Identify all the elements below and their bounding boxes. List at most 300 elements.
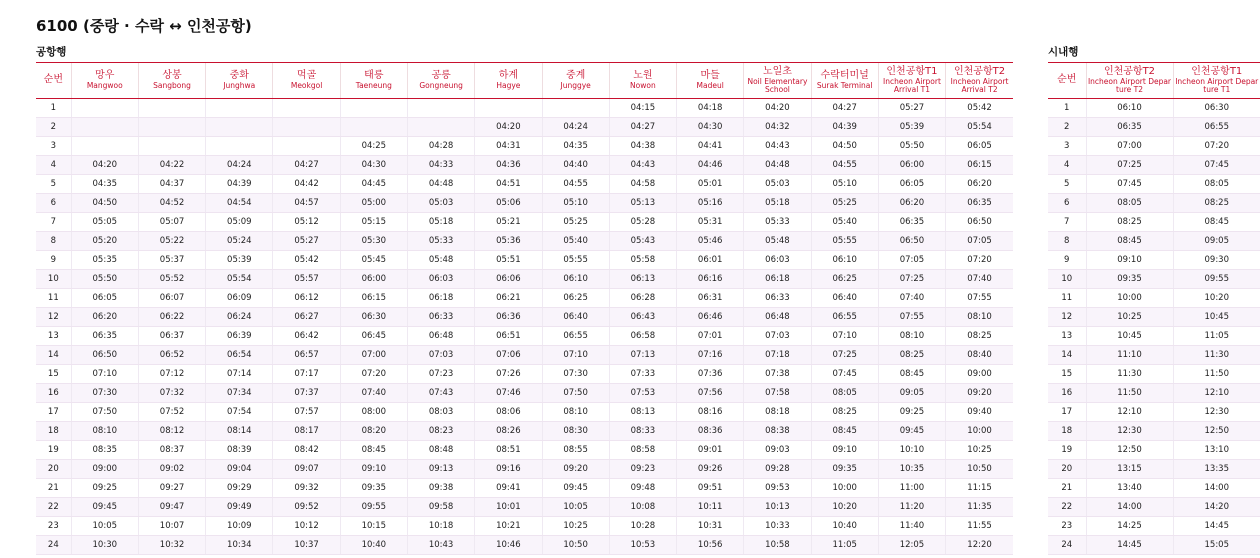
time-cell: 07:05: [946, 232, 1013, 251]
row-seq-cell: 11: [1048, 289, 1086, 308]
time-cell: 07:20: [340, 365, 407, 384]
time-cell: 10:08: [609, 498, 676, 517]
time-cell: 05:54: [206, 270, 273, 289]
time-cell: 06:18: [744, 270, 811, 289]
time-cell: 05:24: [206, 232, 273, 251]
time-cell: 05:10: [811, 175, 878, 194]
time-cell: 09:20: [542, 460, 609, 479]
time-cell: 05:27: [878, 99, 945, 118]
time-cell: 06:55: [542, 327, 609, 346]
row-seq-cell: 7: [36, 213, 71, 232]
time-cell: 08:03: [407, 403, 474, 422]
time-cell: 04:27: [811, 99, 878, 118]
time-cell: 05:25: [542, 213, 609, 232]
time-cell: 09:55: [1173, 270, 1260, 289]
time-cell: 07:06: [475, 346, 542, 365]
time-cell: 04:27: [273, 156, 340, 175]
time-cell: 05:39: [206, 251, 273, 270]
time-cell: 11:30: [1173, 346, 1260, 365]
time-cell: 07:36: [677, 365, 744, 384]
time-cell: 10:00: [811, 479, 878, 498]
time-cell: 07:38: [744, 365, 811, 384]
row-seq-cell: 4: [36, 156, 71, 175]
time-cell: 08:10: [878, 327, 945, 346]
time-cell: 10:01: [475, 498, 542, 517]
column-header-stop: [71, 63, 138, 99]
time-cell: 05:25: [811, 194, 878, 213]
time-cell: 06:00: [878, 156, 945, 175]
time-cell: 05:37: [138, 251, 205, 270]
stop-name-en: Mangwoo: [86, 80, 123, 90]
time-cell: 05:18: [744, 194, 811, 213]
time-cell: 04:31: [475, 137, 542, 156]
row-seq-cell: 22: [36, 498, 71, 517]
row-seq-cell: 11: [36, 289, 71, 308]
time-cell: 08:36: [677, 422, 744, 441]
row-seq-cell: 3: [1048, 137, 1086, 156]
time-cell: 13:35: [1173, 460, 1260, 479]
stop-name-ko: 마들: [700, 70, 720, 82]
table-row: [36, 536, 1013, 555]
time-cell: 06:43: [609, 308, 676, 327]
table-row: [36, 251, 1013, 270]
time-cell: 05:28: [609, 213, 676, 232]
time-cell: 06:50: [946, 213, 1013, 232]
time-cell: 10:50: [542, 536, 609, 555]
time-cell: 07:50: [542, 384, 609, 403]
column-header-stop: [677, 63, 744, 99]
time-cell: 06:06: [475, 270, 542, 289]
row-seq-cell: 15: [1048, 365, 1086, 384]
row-seq-cell: 10: [36, 270, 71, 289]
row-seq-cell: 9: [1048, 251, 1086, 270]
time-cell: 05:55: [542, 251, 609, 270]
time-cell: 06:07: [138, 289, 205, 308]
table-row: [1048, 213, 1260, 232]
time-cell: 05:58: [609, 251, 676, 270]
time-cell: 13:10: [1173, 441, 1260, 460]
column-header-stop: [407, 63, 474, 99]
time-cell: 06:46: [677, 308, 744, 327]
time-cell: 07:25: [878, 270, 945, 289]
time-cell: 09:25: [878, 403, 945, 422]
table-row: [36, 403, 1013, 422]
stop-name-en: Noil Elementary School: [747, 76, 808, 94]
time-cell: 07:45: [1086, 175, 1173, 194]
time-cell: 08:40: [946, 346, 1013, 365]
time-cell: [340, 99, 407, 118]
time-cell: 06:24: [206, 308, 273, 327]
time-cell: 04:41: [677, 137, 744, 156]
row-seq-cell: 14: [36, 346, 71, 365]
time-cell: 05:31: [677, 213, 744, 232]
time-cell: 07:03: [744, 327, 811, 346]
time-cell: 04:38: [609, 137, 676, 156]
column-header-stop: [206, 63, 273, 99]
time-cell: 04:24: [542, 118, 609, 137]
time-cell: 12:50: [1173, 422, 1260, 441]
time-cell: 09:27: [138, 479, 205, 498]
time-cell: 11:55: [946, 517, 1013, 536]
time-cell: 11:05: [811, 536, 878, 555]
time-cell: 06:03: [407, 270, 474, 289]
time-cell: 14:45: [1173, 517, 1260, 536]
time-cell: 08:06: [475, 403, 542, 422]
time-cell: 05:01: [677, 175, 744, 194]
row-seq-cell: 17: [1048, 403, 1086, 422]
time-cell: 10:21: [475, 517, 542, 536]
row-seq-cell: 22: [1048, 498, 1086, 517]
column-header-stop: [273, 63, 340, 99]
time-cell: 07:00: [340, 346, 407, 365]
table-row: [36, 289, 1013, 308]
time-cell: 10:40: [340, 536, 407, 555]
time-cell: 07:55: [878, 308, 945, 327]
time-cell: 05:52: [138, 270, 205, 289]
time-cell: [71, 99, 138, 118]
stop-name-ko: 중계: [565, 70, 586, 82]
time-cell: 09:45: [71, 498, 138, 517]
time-cell: 06:51: [475, 327, 542, 346]
time-cell: 06:05: [946, 137, 1013, 156]
time-cell: 08:26: [475, 422, 542, 441]
table-row: [36, 270, 1013, 289]
time-cell: 10:07: [138, 517, 205, 536]
time-cell: 06:05: [878, 175, 945, 194]
time-cell: 04:30: [677, 118, 744, 137]
time-cell: 05:20: [71, 232, 138, 251]
time-cell: 07:14: [206, 365, 273, 384]
time-cell: 06:50: [71, 346, 138, 365]
time-cell: 07:45: [1173, 156, 1260, 175]
stop-name-en: Incheon Airport Arrival T1: [883, 76, 941, 94]
time-cell: 06:55: [1173, 118, 1260, 137]
time-cell: 06:35: [878, 213, 945, 232]
time-cell: 14:00: [1086, 498, 1173, 517]
time-cell: 06:15: [340, 289, 407, 308]
time-cell: 05:10: [542, 194, 609, 213]
time-cell: 09:55: [340, 498, 407, 517]
time-cell: 10:12: [273, 517, 340, 536]
city-bound-timetable: [1048, 62, 1260, 555]
time-cell: 07:32: [138, 384, 205, 403]
row-seq-cell: 3: [36, 137, 71, 156]
column-header-stop: [340, 63, 407, 99]
time-cell: 05:00: [340, 194, 407, 213]
time-cell: 10:20: [811, 498, 878, 517]
row-seq-cell: 18: [1048, 422, 1086, 441]
time-cell: 05:40: [811, 213, 878, 232]
time-cell: 10:50: [946, 460, 1013, 479]
time-cell: 09:20: [946, 384, 1013, 403]
row-seq-cell: 17: [36, 403, 71, 422]
time-cell: 10:13: [744, 498, 811, 517]
row-seq-cell: 4: [1048, 156, 1086, 175]
time-cell: 10:33: [744, 517, 811, 536]
column-header-stop: [1086, 63, 1173, 99]
stop-name-en: Junggye: [560, 80, 591, 90]
stop-name-en: Meokgol: [290, 80, 323, 90]
time-cell: 08:55: [542, 441, 609, 460]
time-cell: 05:27: [273, 232, 340, 251]
time-cell: 09:29: [206, 479, 273, 498]
time-cell: 12:30: [1086, 422, 1173, 441]
time-cell: 05:06: [475, 194, 542, 213]
table-row: [36, 479, 1013, 498]
row-seq-cell: 18: [36, 422, 71, 441]
table-row: [1048, 289, 1260, 308]
time-cell: 07:58: [744, 384, 811, 403]
time-cell: 15:05: [1173, 536, 1260, 555]
column-header-stop: [1173, 63, 1260, 99]
time-cell: 05:22: [138, 232, 205, 251]
table-row: [36, 384, 1013, 403]
time-cell: 06:20: [946, 175, 1013, 194]
table-row: [36, 441, 1013, 460]
time-cell: 08:13: [609, 403, 676, 422]
time-cell: 06:35: [1086, 118, 1173, 137]
time-cell: 12:05: [878, 536, 945, 555]
row-seq-cell: 20: [1048, 460, 1086, 479]
time-cell: 09:07: [273, 460, 340, 479]
time-cell: 04:37: [138, 175, 205, 194]
time-cell: 08:45: [811, 422, 878, 441]
time-cell: 04:39: [206, 175, 273, 194]
table-row: [1048, 422, 1260, 441]
time-cell: 04:28: [407, 137, 474, 156]
time-cell: 07:52: [138, 403, 205, 422]
time-cell: 07:12: [138, 365, 205, 384]
table-row: [1048, 441, 1260, 460]
row-seq-cell: 19: [36, 441, 71, 460]
time-cell: 11:35: [946, 498, 1013, 517]
table-row: [36, 346, 1013, 365]
column-header-stop: [946, 63, 1013, 99]
time-cell: 05:15: [340, 213, 407, 232]
table-row: [1048, 479, 1260, 498]
time-cell: 08:23: [407, 422, 474, 441]
row-seq-cell: 2: [36, 118, 71, 137]
time-cell: 12:10: [1086, 403, 1173, 422]
time-cell: 06:40: [542, 308, 609, 327]
time-cell: 07:40: [946, 270, 1013, 289]
time-cell: 09:45: [878, 422, 945, 441]
time-cell: 11:10: [1086, 346, 1173, 365]
time-cell: 10:37: [273, 536, 340, 555]
time-cell: 08:25: [878, 346, 945, 365]
row-seq-cell: 6: [1048, 194, 1086, 213]
time-cell: 05:57: [273, 270, 340, 289]
time-cell: 07:34: [206, 384, 273, 403]
time-cell: 06:37: [138, 327, 205, 346]
time-cell: [206, 118, 273, 137]
table-row: [36, 175, 1013, 194]
time-cell: 09:40: [946, 403, 1013, 422]
time-cell: 05:42: [273, 251, 340, 270]
time-cell: 04:25: [340, 137, 407, 156]
time-cell: 06:10: [1086, 99, 1173, 118]
time-cell: 05:21: [475, 213, 542, 232]
time-cell: 10:45: [1086, 327, 1173, 346]
time-cell: 05:03: [407, 194, 474, 213]
stop-name-ko: 하계: [498, 70, 519, 82]
time-cell: 04:52: [138, 194, 205, 213]
time-cell: 08:25: [1173, 194, 1260, 213]
time-cell: 12:10: [1173, 384, 1260, 403]
time-cell: [273, 137, 340, 156]
time-cell: 06:58: [609, 327, 676, 346]
header-row: [1048, 63, 1260, 99]
time-cell: 06:33: [744, 289, 811, 308]
table-row: [36, 137, 1013, 156]
stop-name-en: Sangbong: [153, 80, 191, 90]
time-cell: 07:20: [1173, 137, 1260, 156]
row-seq-cell: 16: [36, 384, 71, 403]
time-cell: 04:32: [744, 118, 811, 137]
time-cell: 05:12: [273, 213, 340, 232]
time-cell: 05:55: [811, 232, 878, 251]
time-cell: 07:33: [609, 365, 676, 384]
time-cell: 04:39: [811, 118, 878, 137]
time-cell: 13:15: [1086, 460, 1173, 479]
table-row: [36, 327, 1013, 346]
time-cell: [71, 137, 138, 156]
time-cell: 05:42: [946, 99, 1013, 118]
column-header-stop: [878, 63, 945, 99]
time-cell: 06:21: [475, 289, 542, 308]
time-cell: 05:05: [71, 213, 138, 232]
stop-name-ko: 순번: [1057, 74, 1077, 86]
time-cell: 08:25: [811, 403, 878, 422]
table-row: [1048, 327, 1260, 346]
time-cell: 06:57: [273, 346, 340, 365]
time-cell: 04:43: [609, 156, 676, 175]
time-cell: 09:10: [811, 441, 878, 460]
time-cell: 05:50: [71, 270, 138, 289]
time-cell: 04:27: [609, 118, 676, 137]
time-cell: 05:39: [878, 118, 945, 137]
time-cell: 08:14: [206, 422, 273, 441]
stop-name-en: Incheon Airport Departure T2: [1087, 76, 1172, 94]
time-cell: 07:25: [1086, 156, 1173, 175]
time-cell: 10:25: [542, 517, 609, 536]
time-cell: 04:57: [273, 194, 340, 213]
time-cell: 04:22: [138, 156, 205, 175]
time-cell: 10:20: [1173, 289, 1260, 308]
time-cell: 06:25: [542, 289, 609, 308]
time-cell: 05:48: [407, 251, 474, 270]
time-cell: 06:52: [138, 346, 205, 365]
row-seq-cell: 19: [1048, 441, 1086, 460]
time-cell: 05:07: [138, 213, 205, 232]
time-cell: 10:25: [946, 441, 1013, 460]
time-cell: 06:35: [946, 194, 1013, 213]
time-cell: 07:18: [744, 346, 811, 365]
time-cell: 06:27: [273, 308, 340, 327]
time-cell: 09:28: [744, 460, 811, 479]
row-seq-cell: 5: [1048, 175, 1086, 194]
time-cell: 06:48: [744, 308, 811, 327]
time-cell: 12:30: [1173, 403, 1260, 422]
table-row: [36, 118, 1013, 137]
row-seq-cell: 16: [1048, 384, 1086, 403]
time-cell: 06:50: [878, 232, 945, 251]
row-seq-cell: 24: [1048, 536, 1086, 555]
time-cell: 09:01: [677, 441, 744, 460]
time-cell: 08:18: [744, 403, 811, 422]
column-header-stop: [744, 63, 811, 99]
time-cell: 06:10: [542, 270, 609, 289]
row-seq-cell: 8: [1048, 232, 1086, 251]
time-cell: [407, 118, 474, 137]
time-cell: 08:51: [475, 441, 542, 460]
row-seq-cell: 23: [36, 517, 71, 536]
time-cell: 05:30: [340, 232, 407, 251]
time-cell: 06:16: [677, 270, 744, 289]
time-cell: 09:23: [609, 460, 676, 479]
time-cell: 04:20: [71, 156, 138, 175]
time-cell: 09:10: [340, 460, 407, 479]
time-cell: 04:20: [475, 118, 542, 137]
table-row: [1048, 365, 1260, 384]
table-row: [36, 498, 1013, 517]
time-cell: 08:10: [542, 403, 609, 422]
time-cell: 10:10: [878, 441, 945, 460]
time-cell: 08:05: [1173, 175, 1260, 194]
table-row: [36, 460, 1013, 479]
time-cell: 09:10: [1086, 251, 1173, 270]
time-cell: 09:48: [609, 479, 676, 498]
row-seq-cell: 14: [1048, 346, 1086, 365]
time-cell: 09:05: [1173, 232, 1260, 251]
time-cell: 10:56: [677, 536, 744, 555]
table-row: [36, 213, 1013, 232]
time-cell: 13:40: [1086, 479, 1173, 498]
time-cell: 05:35: [71, 251, 138, 270]
time-cell: 08:48: [407, 441, 474, 460]
row-seq-cell: 1: [1048, 99, 1086, 118]
time-cell: 04:36: [475, 156, 542, 175]
row-seq-cell: 24: [36, 536, 71, 555]
time-cell: 08:45: [1086, 232, 1173, 251]
time-cell: [407, 99, 474, 118]
time-cell: 08:25: [946, 327, 1013, 346]
time-cell: 11:00: [878, 479, 945, 498]
time-cell: 07:45: [811, 365, 878, 384]
time-cell: 04:58: [609, 175, 676, 194]
time-cell: 08:05: [811, 384, 878, 403]
time-cell: 11:50: [1086, 384, 1173, 403]
table-row: [1048, 175, 1260, 194]
time-cell: 08:25: [1086, 213, 1173, 232]
table-row: [36, 194, 1013, 213]
time-cell: 09:41: [475, 479, 542, 498]
row-seq-cell: 6: [36, 194, 71, 213]
time-cell: 06:30: [340, 308, 407, 327]
time-cell: 04:33: [407, 156, 474, 175]
table-row: [1048, 517, 1260, 536]
time-cell: 07:10: [811, 327, 878, 346]
time-cell: [138, 99, 205, 118]
time-cell: 08:45: [1173, 213, 1260, 232]
time-cell: 09:03: [744, 441, 811, 460]
time-cell: 04:51: [475, 175, 542, 194]
time-cell: 07:54: [206, 403, 273, 422]
time-cell: 09:38: [407, 479, 474, 498]
time-cell: 04:40: [542, 156, 609, 175]
time-cell: 07:55: [946, 289, 1013, 308]
time-cell: [206, 137, 273, 156]
